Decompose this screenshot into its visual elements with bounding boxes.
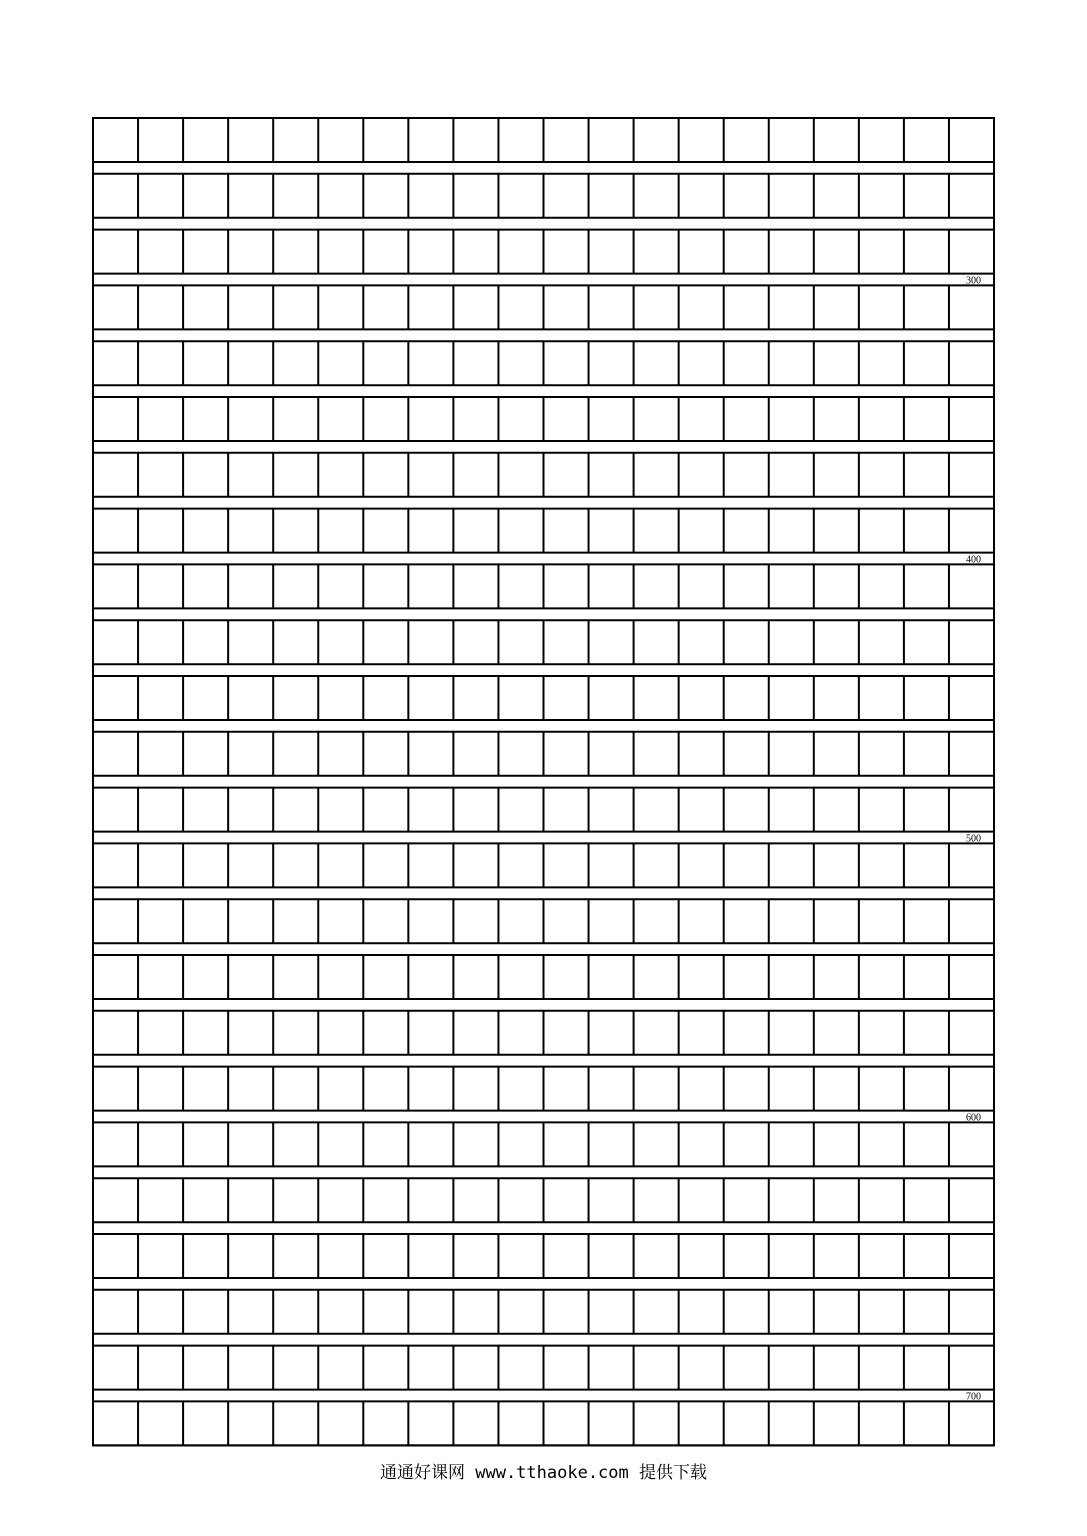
grid-row — [93, 341, 994, 385]
grid-row — [93, 1067, 994, 1111]
grid-row — [93, 1178, 994, 1222]
word-count-marker: 400 — [966, 554, 981, 566]
grid-row — [93, 118, 994, 162]
grid-row — [93, 1122, 994, 1166]
grid-row — [93, 1234, 994, 1278]
grid-row — [93, 676, 994, 720]
word-count-marker: 300 — [966, 275, 981, 287]
footer-download-notice: 通通好课网 www.tthaoke.com 提供下载 — [380, 1463, 707, 1483]
word-count-marker: 500 — [966, 833, 981, 845]
grid-row — [93, 1401, 994, 1445]
grid-row — [93, 955, 994, 999]
grid-row — [93, 843, 994, 887]
grid-row — [93, 285, 994, 329]
grid-row — [93, 620, 994, 664]
grid-row — [93, 899, 994, 943]
grid-row — [93, 1290, 994, 1334]
grid-row — [93, 1011, 994, 1055]
grid-row — [93, 732, 994, 776]
grid-row — [93, 230, 994, 274]
grid-row — [93, 1346, 994, 1390]
grid-row — [93, 788, 994, 832]
grid-row — [93, 397, 994, 441]
grid-row — [93, 564, 994, 608]
word-count-marker: 700 — [966, 1391, 981, 1403]
word-count-marker: 600 — [966, 1112, 981, 1124]
grid-row — [93, 453, 994, 497]
grid-row — [93, 174, 994, 218]
grid-row — [93, 509, 994, 553]
